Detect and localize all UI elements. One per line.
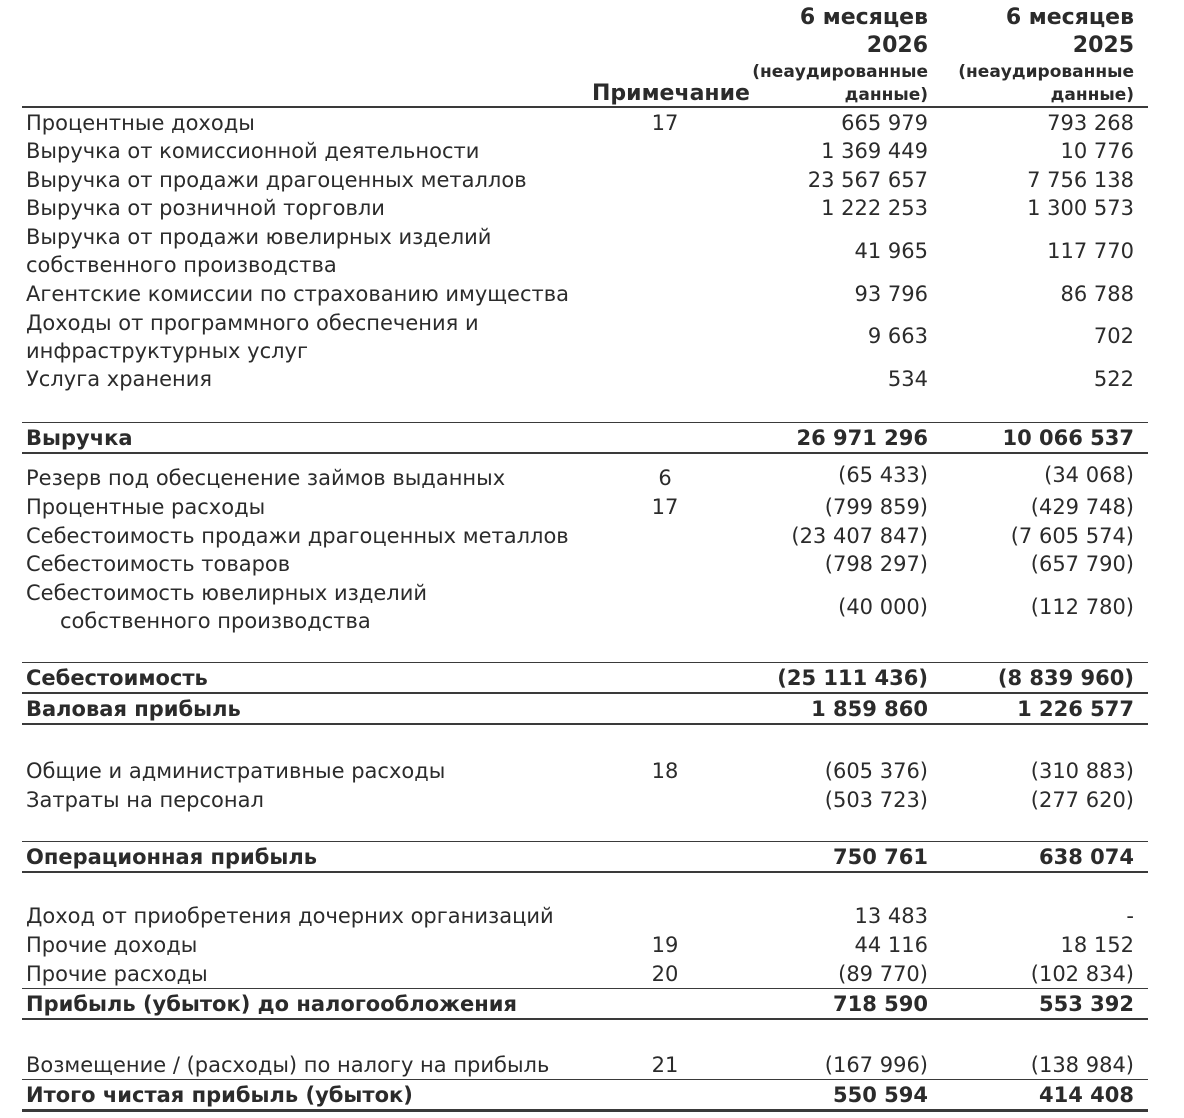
row-label-continuation: инфраструктурных услуг [26,339,309,363]
row-value-2025: (429 748) [1030,495,1134,519]
total-value-2025: 638 074 [1039,845,1134,869]
rule [22,1109,1148,1112]
row-value-2026: 534 [887,367,928,391]
row-value-2026: (40 000) [838,595,928,619]
row-value-2025: 86 788 [1060,282,1134,306]
row-value-2025: 522 [1093,367,1134,391]
row-value-2026: (167 996) [824,1053,928,1077]
row-label: Выручка от комиссионной деятельности [26,139,480,163]
total-value-2025: 1 226 577 [1017,697,1134,721]
col2-year: 2025 [1072,33,1134,58]
row-label: Затраты на персонал [26,788,264,812]
header-rule [22,106,1148,108]
row-label: Доход от приобретения дочерних организаций [26,904,554,928]
col1-status-line2: данные) [844,85,928,105]
rule [22,662,1148,663]
row-value-2026: 44 116 [854,933,928,957]
row-label: Услуга хранения [26,367,213,391]
col2-status-line2: данные) [1050,85,1134,105]
row-value-2025: (657 790) [1030,552,1134,576]
row-label: Процентные расходы [26,495,266,519]
row-value-2026: 13 483 [854,904,928,928]
row-value-2026: (798 297) [824,552,928,576]
row-note: 18 [651,759,679,783]
row-label: Выручка от розничной торговли [26,196,385,220]
rule [22,452,1148,454]
row-label: Доходы от программного обеспечения и [26,311,479,335]
row-note: 19 [651,933,679,957]
row-label: Прочие расходы [26,962,208,986]
row-value-2026: 1 369 449 [821,139,928,163]
rule [22,422,1148,423]
total-label: Себестоимость [26,666,208,690]
row-value-2026: 93 796 [854,282,928,306]
row-value-2025: - [1126,904,1134,928]
rule [22,988,1148,989]
row-value-2025: (102 834) [1030,962,1134,986]
total-label: Выручка [26,426,133,450]
rule [22,871,1148,873]
row-note: 20 [651,962,679,986]
total-label: Операционная прибыль [26,845,318,869]
row-value-2025: (34 068) [1044,463,1134,487]
col2-status-line1: (неаудированные [958,62,1134,82]
row-label-continuation: собственного производства [26,253,337,277]
row-label: Выручка от продажи ювелирных изделий [26,225,492,249]
col1-year: 2026 [866,33,928,58]
row-value-2026: 9 663 [867,324,928,348]
total-value-2026: 750 761 [833,845,928,869]
row-value-2025: (112 780) [1030,595,1134,619]
total-value-2026: 1 859 860 [811,697,928,721]
col1-status-line1: (неаудированные [752,62,928,82]
rule [22,723,1148,725]
row-label: Возмещение / (расходы) по налогу на прибыль [26,1053,550,1077]
total-label: Прибыль (убыток) до налогообложения [26,992,517,1016]
row-label: Агентские комиссии по страхованию имущества [26,282,569,306]
rule [22,1079,1148,1080]
row-value-2026: (65 433) [838,463,928,487]
row-value-2025: 7 756 138 [1027,168,1134,192]
row-note: 17 [651,495,679,519]
total-value-2026: 550 594 [833,1083,928,1107]
row-value-2026: (503 723) [824,788,928,812]
row-note: 6 [658,466,672,490]
row-value-2026: 665 979 [841,111,928,135]
row-label: Процентные доходы [26,111,255,135]
row-note: 17 [651,111,679,135]
row-value-2025: 1 300 573 [1027,196,1134,220]
total-value-2026: 26 971 296 [796,426,928,450]
col2-period: 6 месяцев [1005,5,1134,30]
row-value-2025: 117 770 [1047,239,1134,263]
total-value-2025: (8 839 960) [997,666,1134,690]
row-note: 21 [651,1053,679,1077]
row-value-2026: (89 770) [838,962,928,986]
row-value-2026: 23 567 657 [807,168,928,192]
rule [22,692,1148,694]
rule [22,841,1148,842]
row-value-2026: (799 859) [824,495,928,519]
total-value-2025: 553 392 [1039,992,1134,1016]
row-value-2026: (23 407 847) [791,524,928,548]
row-value-2025: (138 984) [1030,1053,1134,1077]
row-value-2026: 41 965 [854,239,928,263]
row-value-2026: (605 376) [824,759,928,783]
total-value-2026: 718 590 [833,992,928,1016]
row-value-2025: (277 620) [1030,788,1134,812]
col1-period: 6 месяцев [799,5,928,30]
row-value-2025: 793 268 [1047,111,1134,135]
row-label: Себестоимость товаров [26,552,291,576]
row-value-2026: 1 222 253 [821,196,928,220]
row-value-2025: (7 605 574) [1010,524,1134,548]
row-value-2025: 18 152 [1060,933,1134,957]
row-value-2025: 702 [1093,324,1134,348]
row-label: Прочие доходы [26,933,198,957]
row-label: Общие и административные расходы [26,759,446,783]
row-value-2025: (310 883) [1030,759,1134,783]
row-label: Резерв под обесценение займов выданных [26,466,506,490]
row-label: Себестоимость продажи драгоценных металлов [26,524,569,548]
row-value-2025: 10 776 [1060,139,1134,163]
row-label-continuation: собственного производства [60,609,371,633]
rule [22,1018,1148,1020]
row-label: Выручка от продажи драгоценных металлов [26,168,527,192]
total-label: Итого чистая прибыль (убыток) [26,1083,413,1107]
total-label: Валовая прибыль [26,697,241,721]
total-value-2026: (25 111 436) [777,666,928,690]
row-label: Себестоимость ювелирных изделий [26,581,428,605]
total-value-2025: 10 066 537 [1002,426,1134,450]
note-column-header: Примечание [592,81,750,106]
total-value-2025: 414 408 [1039,1083,1134,1107]
